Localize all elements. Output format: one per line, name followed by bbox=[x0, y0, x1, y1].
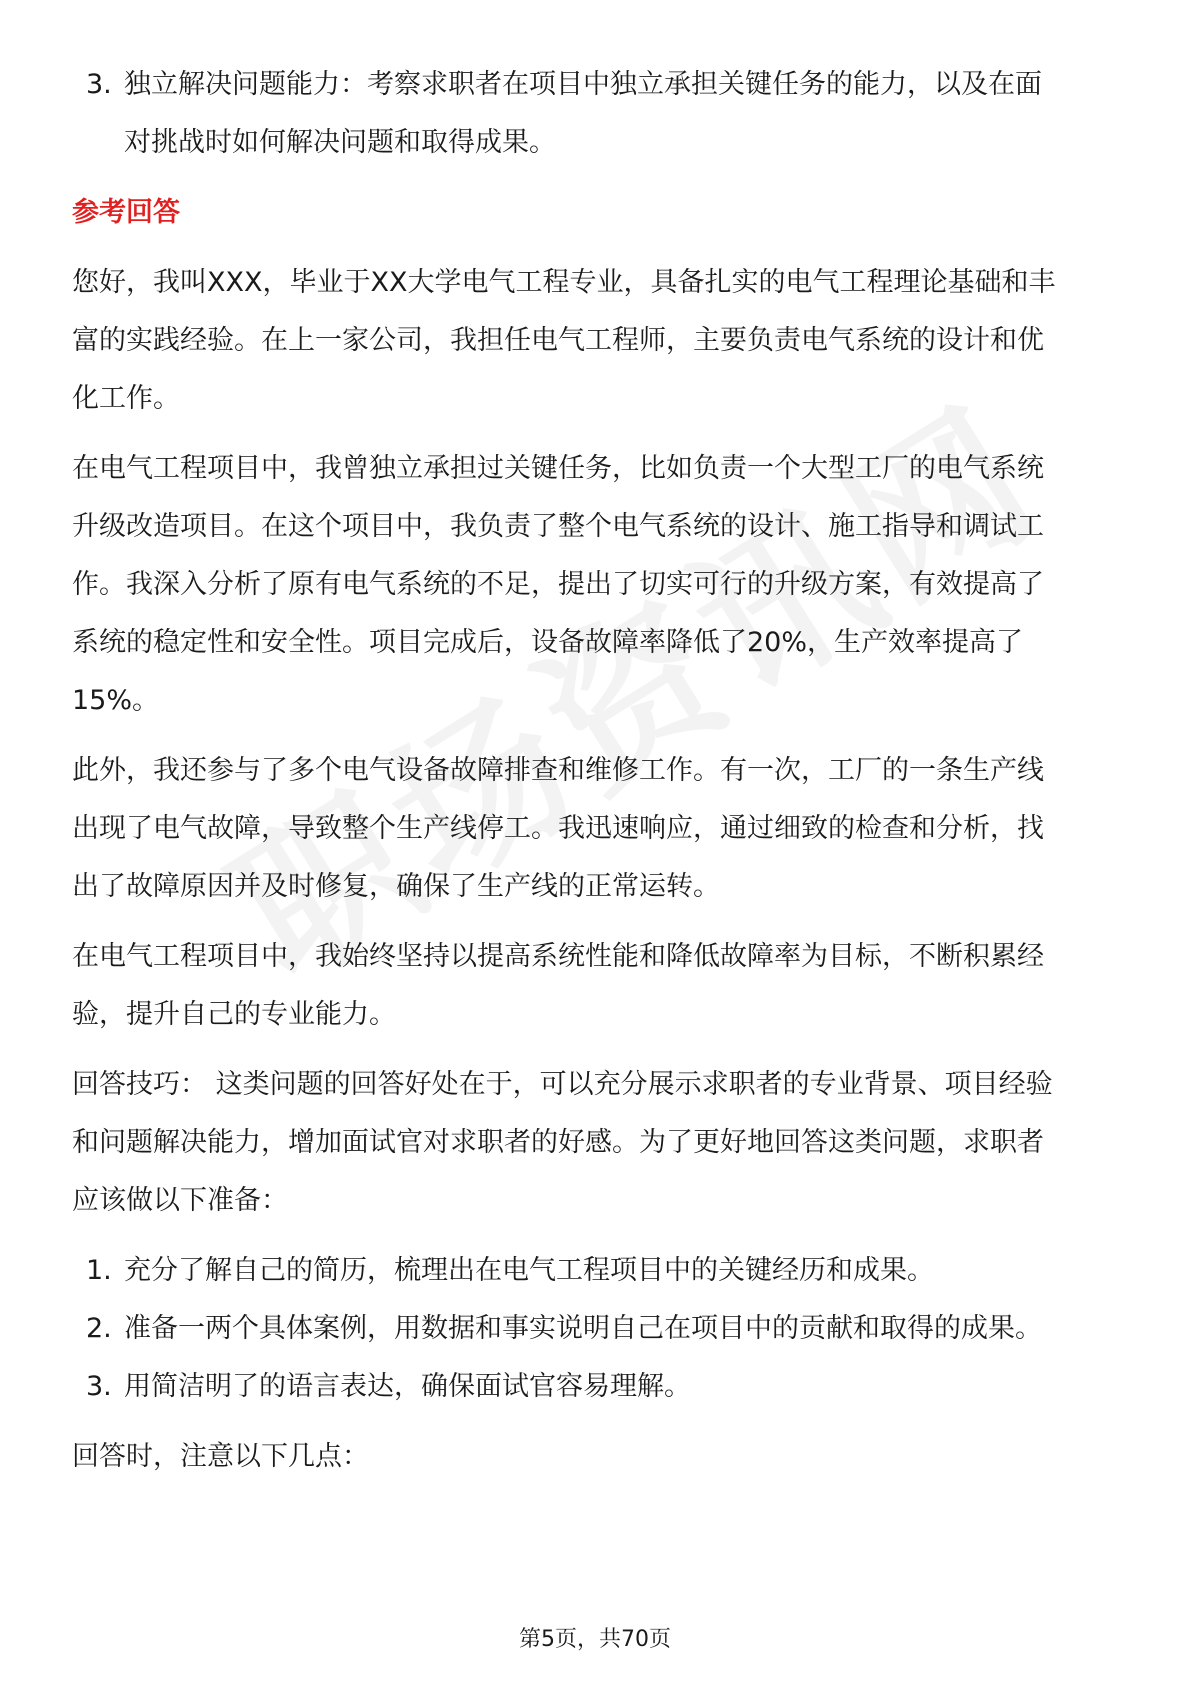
paragraph-line: 作。我深入分析了原有电气系统的不足，提出了切实可行的升级方案，有效提高了 bbox=[72, 569, 1044, 600]
tips-list-item bbox=[72, 1242, 1122, 1300]
paragraph-line: 在电气工程项目中，我曾独立承担过关键任务，比如负责一个大型工厂的电气系统 bbox=[72, 453, 1044, 484]
paragraph-line: 系统的稳定性和安全性。项目完成后，设备故障率降低了20%，生产效率提高了 bbox=[72, 627, 1024, 658]
paragraph-line: 出现了电气故障，导致整个生产线停工。我迅速响应，通过细致的检查和分析，找 bbox=[72, 813, 1044, 844]
tips-list-item bbox=[72, 1300, 1122, 1358]
intro-list-item bbox=[72, 56, 1122, 172]
paragraph-line: 您好，我叫XXX，毕业于XX大学电气工程专业，具备扎实的电气工程理论基础和丰 bbox=[72, 267, 1056, 298]
paragraph-intro bbox=[72, 254, 1122, 428]
tip-text: 充分了解自己的简历，梳理出在电气工程项目中的关键经历和成果。 bbox=[124, 1255, 934, 1286]
paragraph-closing bbox=[72, 1428, 1122, 1486]
paragraph-troubleshooting bbox=[72, 742, 1122, 916]
section-heading: 参考回答 bbox=[72, 197, 180, 228]
paragraph-line: 富的实践经验。在上一家公司，我担任电气工程师，主要负责电气系统的设计和优 bbox=[72, 325, 1044, 356]
tips-list bbox=[72, 1242, 1122, 1416]
paragraph-line: 此外，我还参与了多个电气设备故障排查和维修工作。有一次，工厂的一条生产线 bbox=[72, 755, 1044, 786]
tips-list-item bbox=[72, 1358, 1122, 1416]
paragraph-line: 验，提升自己的专业能力。 bbox=[72, 999, 396, 1030]
closing-line: 回答时，注意以下几点： bbox=[72, 1441, 369, 1472]
paragraph-line: 和问题解决能力，增加面试官对求职者的好感。为了更好地回答这类问题，求职者 bbox=[72, 1127, 1044, 1158]
paragraph-tips-intro bbox=[72, 1056, 1122, 1230]
paragraph-goal bbox=[72, 928, 1122, 1044]
intro-item-number: 3. bbox=[86, 69, 112, 100]
tip-text: 用简洁明了的语言表达，确保面试官容易理解。 bbox=[124, 1371, 691, 1402]
paragraph-line: 升级改造项目。在这个项目中，我负责了整个电气系统的设计、施工指导和调试工 bbox=[72, 511, 1044, 542]
paragraph-line: 化工作。 bbox=[72, 383, 180, 414]
tip-number: 2. bbox=[86, 1313, 112, 1344]
page-content bbox=[72, 56, 1122, 1486]
paragraph-line: 回答技巧： 这类问题的回答好处在于，可以充分展示求职者的专业背景、项目经验 bbox=[72, 1069, 1053, 1100]
tip-number: 3. bbox=[86, 1371, 112, 1402]
paragraph-line: 出了故障原因并及时修复，确保了生产线的正常运转。 bbox=[72, 871, 720, 902]
intro-item-line: 对挑战时如何解决问题和取得成果。 bbox=[124, 127, 556, 158]
intro-item-line: 独立解决问题能力：考察求职者在项目中独立承担关键任务的能力，以及在面 bbox=[124, 69, 1042, 100]
paragraph-project bbox=[72, 440, 1122, 730]
paragraph-line: 在电气工程项目中，我始终坚持以提高系统性能和降低故障率为目标，不断积累经 bbox=[72, 941, 1044, 972]
paragraph-line: 应该做以下准备： bbox=[72, 1185, 288, 1216]
page-footer: 第5页，共70页 bbox=[519, 1627, 671, 1652]
tip-number: 1. bbox=[86, 1255, 112, 1286]
tip-text: 准备一两个具体案例，用数据和事实说明自己在项目中的贡献和取得的成果。 bbox=[124, 1313, 1042, 1344]
paragraph-line: 15%。 bbox=[72, 685, 160, 716]
